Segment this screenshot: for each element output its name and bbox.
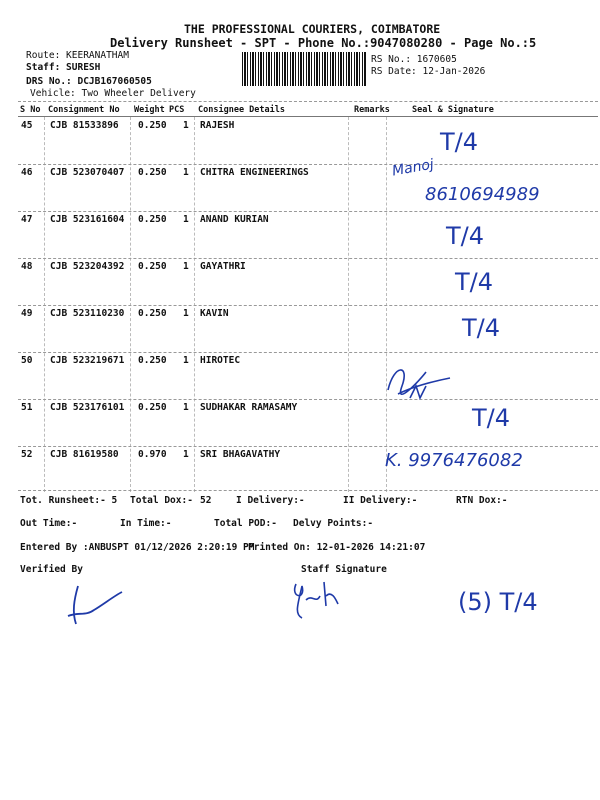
staff-signature-label: Staff Signature <box>301 564 387 575</box>
col-consignee: Consignee Details <box>198 105 285 115</box>
drs-number: DRS No.: DCJB167060505 <box>26 76 152 87</box>
pcs: 1 <box>183 308 189 319</box>
consignee: GAYATHRI <box>200 261 246 272</box>
sno: 48 <box>21 261 33 272</box>
header-top-rule <box>18 101 598 102</box>
row-rule <box>18 258 598 259</box>
table-row <box>18 308 598 355</box>
entered-by: Entered By :ANBUSPT 01/12/2026 2:20:19 PM <box>20 542 255 553</box>
handwritten-remark: T/4 <box>462 314 501 342</box>
out-time: Out Time:- <box>20 518 78 529</box>
pcs: 1 <box>183 402 189 413</box>
verifier-signature <box>64 582 134 632</box>
row-rule <box>18 446 598 447</box>
consignment-no: CJB 523219671 <box>50 355 125 366</box>
sno: 52 <box>21 449 33 460</box>
header-bottom-rule <box>18 116 598 117</box>
rs-number: RS No.: 1670605 <box>371 54 457 65</box>
rtn-dox: RTN Dox:- <box>456 495 508 506</box>
row-rule <box>18 164 598 165</box>
sno: 50 <box>21 355 33 366</box>
sno: 49 <box>21 308 33 319</box>
consignee: ANAND KURIAN <box>200 214 269 225</box>
tot-runsheet: Tot. Runsheet:- 5 <box>20 495 118 506</box>
weight: 0.250 <box>138 355 167 366</box>
consignment-no: CJB 523161604 <box>50 214 125 225</box>
table-row <box>18 214 598 261</box>
pcs: 1 <box>183 214 189 225</box>
total-dox-label: Total Dox:- <box>130 495 193 506</box>
weight: 0.250 <box>138 261 167 272</box>
handwritten-remark: T/4 <box>446 222 485 250</box>
col-seal-signature: Seal & Signature <box>412 105 494 115</box>
barcode-image <box>242 52 367 86</box>
ii-delivery: II Delivery:- <box>343 495 418 506</box>
pcs: 1 <box>183 261 189 272</box>
col-weight: Weight <box>134 105 165 115</box>
col-pcs: PCS <box>169 105 185 115</box>
row-rule <box>18 399 598 400</box>
weight: 0.250 <box>138 214 167 225</box>
table-row <box>18 261 598 308</box>
sno: 51 <box>21 402 33 413</box>
consignee: SUDHAKAR RAMASAMY <box>200 402 298 413</box>
sno: 45 <box>21 120 33 131</box>
handwritten-remark: T/4 <box>455 268 494 296</box>
consignment-no: CJB 523110230 <box>50 308 125 319</box>
consignee: SRI BHAGAVATHY <box>200 449 281 460</box>
consignment-no: CJB 81533896 <box>50 120 119 131</box>
handwritten-phone: 8610694989 <box>425 184 540 205</box>
sno: 47 <box>21 214 33 225</box>
runsheet-subtitle: Delivery Runsheet - SPT - Phone No.:9047080280 - Page No.:5 <box>110 36 537 50</box>
route-label: Route: KEERANATHAM <box>26 50 129 61</box>
row-rule <box>18 490 598 491</box>
staff-label: Staff: SURESH <box>26 62 101 73</box>
in-time: In Time:- <box>120 518 172 529</box>
table-row <box>18 120 598 167</box>
weight: 0.970 <box>138 449 167 460</box>
pcs: 1 <box>183 120 189 131</box>
total-dox-value: 52 <box>200 495 212 506</box>
consignee: HIROTEC <box>200 355 241 366</box>
pcs: 1 <box>183 355 189 366</box>
consignee: CHITRA ENGINEERINGS <box>200 167 309 178</box>
col-remarks: Remarks <box>354 105 390 115</box>
signature-scribble <box>380 358 470 408</box>
rs-date: RS Date: 12-Jan-2026 <box>371 66 486 77</box>
verified-by-label: Verified By <box>20 564 83 575</box>
total-pod: Total POD:- <box>214 518 277 529</box>
weight: 0.250 <box>138 167 167 178</box>
consignment-no: CJB 523204392 <box>50 261 125 272</box>
handwritten-remark: T/4 <box>472 404 511 432</box>
weight: 0.250 <box>138 120 167 131</box>
row-rule <box>18 211 598 212</box>
row-rule <box>18 305 598 306</box>
handwritten-remark: T/4 <box>440 128 479 156</box>
row-rule <box>18 352 598 353</box>
pcs: 1 <box>183 449 189 460</box>
table-row <box>18 355 598 402</box>
company-title: THE PROFESSIONAL COURIERS, COIMBATORE <box>184 22 441 36</box>
handwritten-footer-note: (5) T/4 <box>458 588 538 616</box>
consignment-no: CJB 523176101 <box>50 402 125 413</box>
consignment-no: CJB 81619580 <box>50 449 119 460</box>
consignee: RAJESH <box>200 120 235 131</box>
consignee: KAVIN <box>200 308 229 319</box>
col-consignment: Consignment No <box>48 105 120 115</box>
pcs: 1 <box>183 167 189 178</box>
sno: 46 <box>21 167 33 178</box>
printed-on: Printed On: 12-01-2026 14:21:07 <box>248 542 426 553</box>
handwritten-name-phone: K. 9976476082 <box>385 450 523 471</box>
staff-signature-scribble <box>288 574 358 624</box>
weight: 0.250 <box>138 308 167 319</box>
vehicle-label: Vehicle: Two Wheeler Delivery <box>30 88 196 99</box>
consignment-no: CJB 523070407 <box>50 167 125 178</box>
col-sno: S No <box>20 105 41 115</box>
weight: 0.250 <box>138 402 167 413</box>
delvy-points: Delvy Points:- <box>293 518 374 529</box>
table-row <box>18 402 598 449</box>
i-delivery: I Delivery:- <box>236 495 305 506</box>
handwritten-name: Manoj <box>390 156 436 180</box>
